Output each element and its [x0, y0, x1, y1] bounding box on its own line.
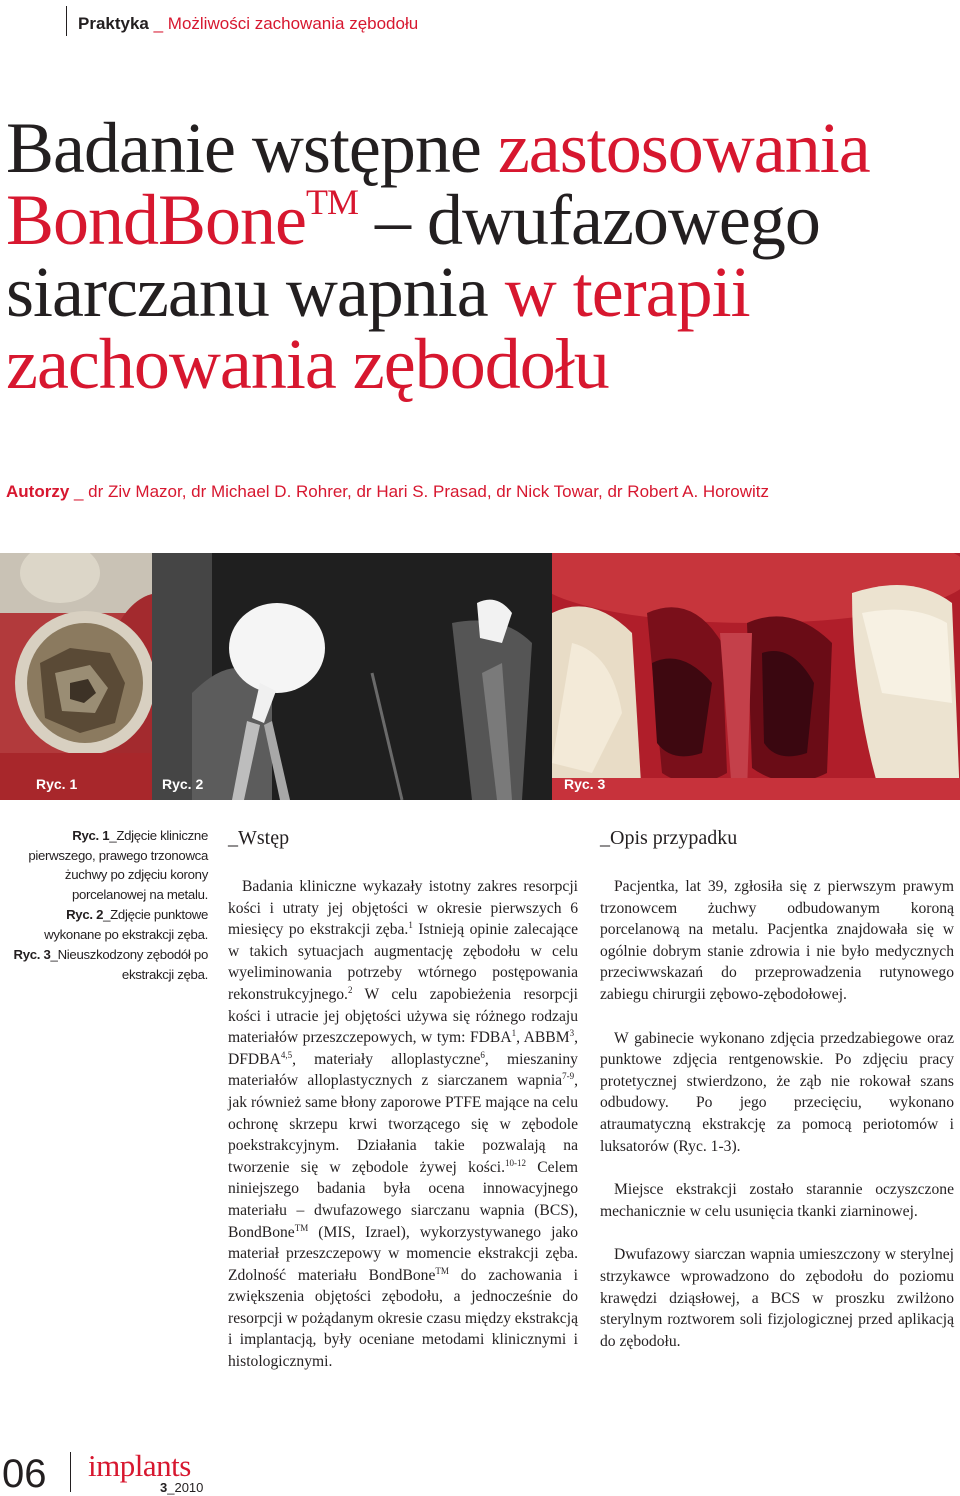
figure-captions [6, 826, 208, 985]
title-part: siarczanu wapnia [6, 252, 505, 332]
caption-3 [6, 945, 208, 984]
magazine-logo: implants [88, 1448, 191, 1483]
case-paragraph-3: Miejsce ekstrakcji zostało starannie oczyszczone mechanicznie w celu usunięcia tkanki ziarninowej. [600, 1181, 954, 1220]
caption-text: _Nieuszkodzony zębodół po ekstrakcji zęba. [50, 947, 208, 982]
reference-mark: 10-12 [504, 1157, 526, 1168]
reference-mark: 1 [511, 1027, 517, 1038]
text-run: , mieszaniny materiałów alloplastycznych z siarczanem wapnia [228, 1050, 578, 1090]
reference-mark: 7-9 [562, 1071, 575, 1082]
title-part: Badanie wstępne [6, 108, 498, 188]
caption-text: _Zdjęcie punktowe wykonane po ekstrakcji zęba. [44, 907, 208, 942]
running-header [78, 14, 418, 34]
text-run: , materiały alloplastyczne [292, 1050, 481, 1068]
case-paragraph-2: W gabinecie wykonano zdjęcia przedzabiegowe oraz punktowe zdjęcia rentgenowskie. Po zdjęciu pracy protetycznej stwierdzono, że ząb nie rokował szans odbudowy. Po jego przecięciu, wykonano atraumatyczną ekstrakcję za pomocą periotomów i luksatorów (Ryc. 1-3). [600, 1029, 954, 1155]
authors-names: _ dr Ziv Mazor, dr Michael D. Rohrer, dr Hari S. Prasad, dr Nick Towar, dr Robert A. Horowitz [69, 482, 770, 501]
text-run: do zachowania i zwiększenia objętości zębodołu, a jednocześnie do resorpcji w pożądanym okresie czasu między ekstrakcją i implantacją, były oceniane metodami klinicznymi i histologicznymi. [228, 1266, 579, 1371]
text-run: , ABBM [516, 1029, 570, 1047]
section-label: Praktyka [78, 14, 149, 33]
caption-number: Ryc. 2 [66, 907, 104, 922]
reference-mark: 6 [480, 1049, 485, 1060]
caption-text: _Zdjęcie kliniczne pierwszego, prawego trzonowca żuchwy po zdjęciu korony porcelanowej na metalu. [28, 828, 208, 902]
section-topic: _ Możliwości zachowania zębodołu [148, 14, 419, 33]
authors-line [6, 482, 769, 502]
text-run: W celu zapobieżenia resorpcji kości i utracie jej objętości używa się różnego rodzaju materiałów przeszczepowych, w tym: FDBA [228, 985, 578, 1047]
reference-mark: 1 [408, 920, 413, 930]
text-run: Istnieją opinie zalecające w takich sytuacjach augmentację zębodołu w celu wyeliminowania potrzeby wtórnego postępowania rekonstrukcyjnego. [228, 921, 578, 1003]
dental-xray-icon [152, 553, 552, 800]
issue-number [160, 1480, 203, 1495]
intro-paragraph [228, 876, 578, 1373]
footer-rule [70, 1452, 71, 1492]
caption-number: Ryc. 3 [13, 947, 51, 962]
caption-2 [6, 905, 208, 944]
text-run: , jak również same błony zaporowe PTFE mające na celu ochronę skrzepu krwi tworzącego się w zębodole poekstrakcyjnym. Działania takie pozwalają na tworzenie się w zębodole żywej kości. [228, 1072, 578, 1176]
title-part: zastosowania [497, 108, 870, 188]
header-rule [66, 6, 67, 36]
trademark-mark: TM [306, 182, 359, 222]
trademark-mark: TM [294, 1222, 309, 1233]
caption-1 [6, 826, 208, 904]
title-part: zachowania zębodołu [6, 324, 609, 404]
figure-2-label: Ryc. 2 [162, 776, 204, 792]
case-heading: _Opis przypadku [600, 827, 738, 849]
title-part: BondBone [6, 180, 307, 260]
issue-year: _2010 [167, 1480, 204, 1495]
reference-mark: 2 [347, 984, 353, 995]
case-paragraph-1: Pacjentka, lat 39, zgłosiła się z pierwszym prawym trzonowcem żuchwy odbudowanym koroną porcelanową na metalu. Pacjentka znajdowała się w ogólnie dobrym stanie zdrowia i nie było medycznych przeciwwskazań do przeprowadzenia rutynowego zabiegu chirurgii zębowo-zębodołowej. [600, 878, 954, 1003]
reference-mark: 4,5 [280, 1049, 293, 1060]
case-column [600, 826, 954, 1352]
case-paragraph-4: Dwufazowy siarczan wapnia umieszczony w sterylnej strzykawce wprowadzono do zębodołu do poziomu krawędzi dziąsłowej, a BCS w proszku zwilżono sterylnym roztworem soli fizjologicznej przed aplikacją do zębodołu. [600, 1246, 954, 1350]
figure-3-photo [552, 553, 960, 800]
text-run: (MIS, Izrael), wykorzystywanego jako materiał przeszczepowy w momencie ekstrakcji zęba. Zdolność materiału BondBone [228, 1223, 578, 1284]
figure-2-photo [152, 553, 552, 800]
intro-column [228, 826, 578, 1373]
issue-num: 3 [160, 1480, 168, 1495]
trademark-mark: TM [435, 1265, 449, 1276]
title-part: w terapii [504, 252, 750, 332]
figure-3-label: Ryc. 3 [564, 776, 606, 792]
text-run: Badania kliniczne wykazały istotny zakres resorpcji kości i utraty jej objętości w okresie pierwszych 6 miesięcy po ekstrakcji zęba. [228, 878, 578, 939]
text-run: , DFDBA [228, 1029, 578, 1068]
page-number: 06 [2, 1452, 47, 1496]
title-part: – dwufazowego [358, 180, 820, 260]
figure-1-label: Ryc. 1 [36, 776, 78, 792]
text-run: Celem niniejszego badania była ocena innowacyjnego materiału – dwufazowego siarczanu wapnia (BCS), BondBone [228, 1158, 578, 1241]
caption-number: Ryc. 1 [72, 828, 110, 843]
intro-heading: _Wstęp [228, 827, 290, 849]
reference-mark: 3 [569, 1027, 575, 1038]
authors-label: Autorzy [6, 482, 70, 501]
article-title [6, 108, 956, 404]
extraction-socket-photo-icon [552, 553, 960, 800]
